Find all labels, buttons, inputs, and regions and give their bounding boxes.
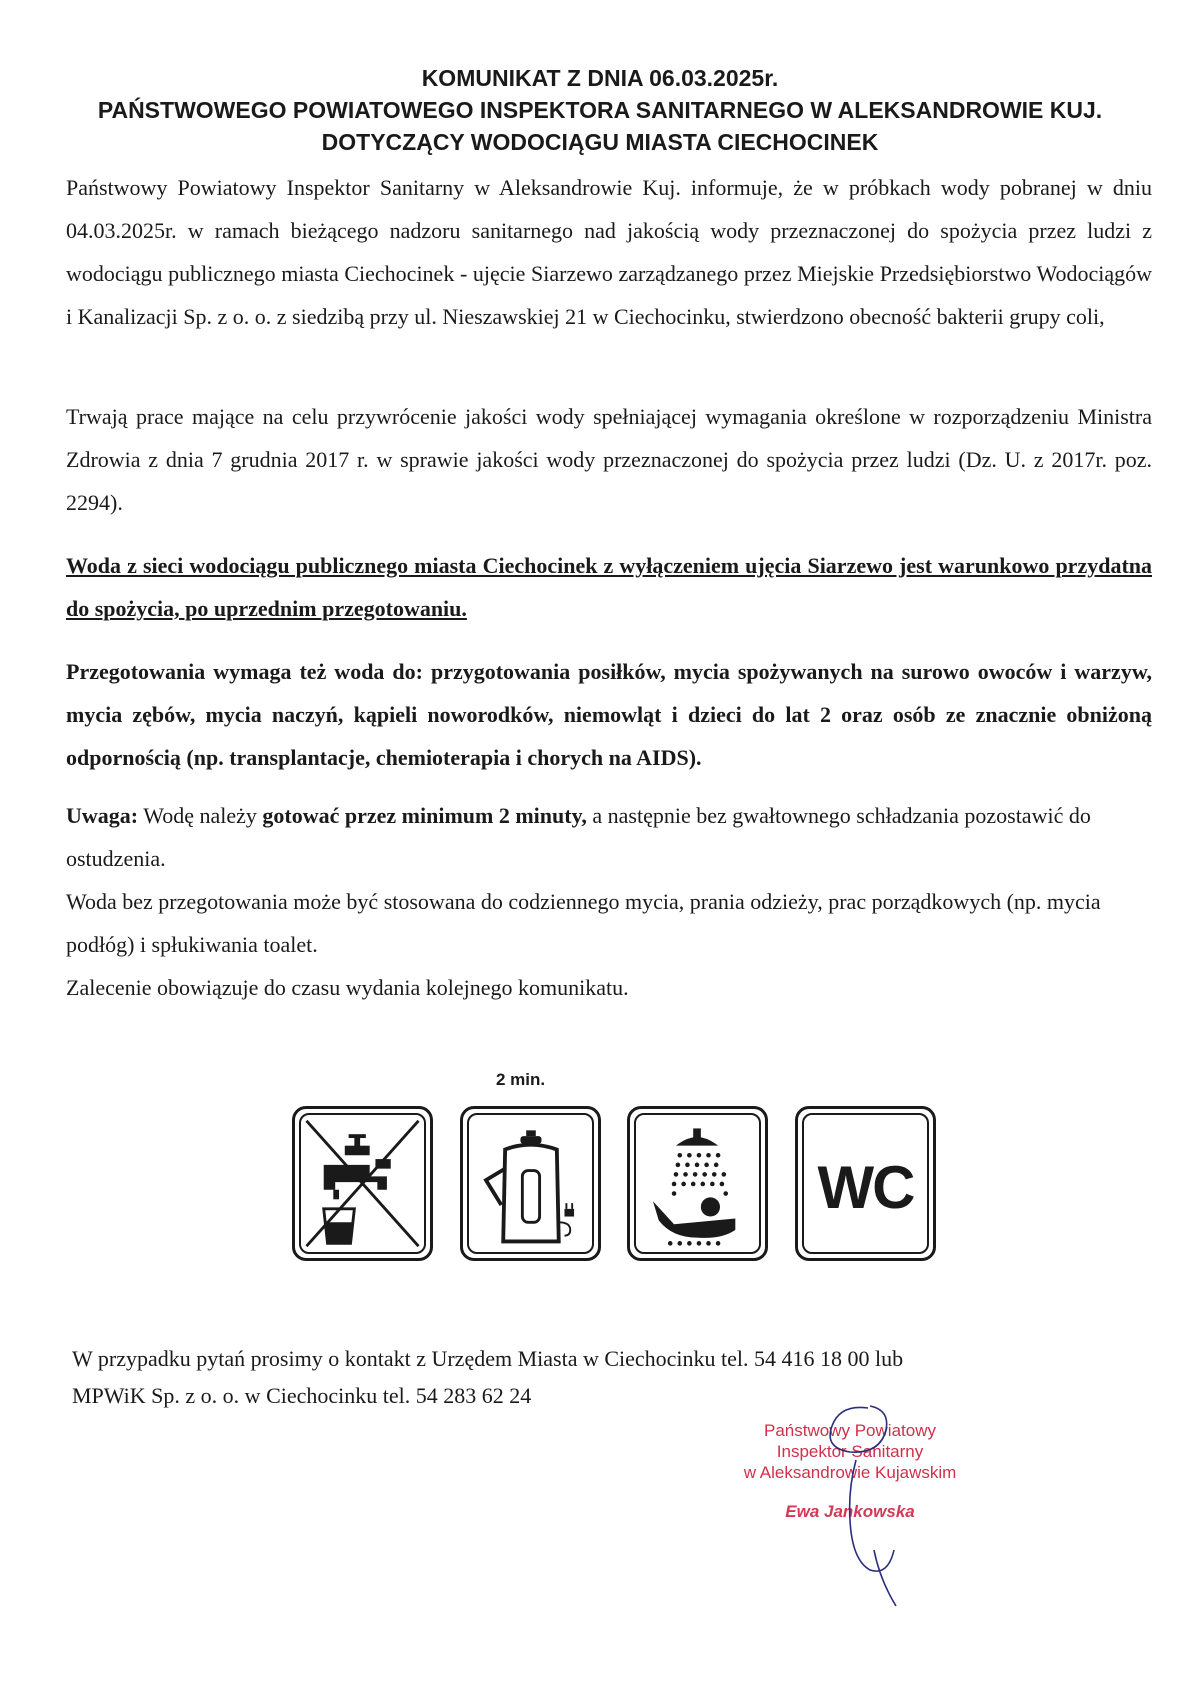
heading-line-1: KOMUNIKAT Z DNIA 06.03.2025r. [421, 65, 779, 91]
document-heading [0, 62, 1200, 158]
paragraph-boiling-uses: Przegotowania wymaga też woda do: przygotowania posiłków, mycia spożywanych na surowo owoców i warzyw, mycia zębów, mycia naczyń, kąpieli noworodków, niemowląt i dzieci do lat 2 oraz osób ze znacznie obniżoną odpornością (np. transplantacje, chemioterapia i chorych na AIDS). [66, 659, 1152, 770]
note-text-b: a następnie bez gwałtownego schładzania pozostawić do ostudzenia. [66, 803, 1091, 871]
paragraph-warning: Woda z sieci wodociągu publicznego miasta Ciechocinek z wyłączeniem ujęcia Siarzewo jest warunkowo przydatna do spożycia, po uprzednim przegotowaniu. [66, 553, 1152, 621]
stamp-line-3: w Aleksandrowie Kujawskim [743, 1463, 957, 1482]
note-boiling [66, 794, 1152, 880]
handwritten-signature [810, 1400, 930, 1610]
wc-icon [795, 1106, 936, 1261]
heading-line-3: DOTYCZĄCY WODOCIĄGU MIASTA CIECHOCINEK [321, 129, 879, 155]
two-minutes-label: 2 min. [496, 1070, 546, 1089]
stamp-line-1: Państwowy Powiatowy [764, 1421, 936, 1440]
contact-info [72, 1340, 903, 1414]
contact-line-2: MPWiK Sp. z o. o. w Ciechocinku tel. 54 283 62 24 [72, 1383, 532, 1408]
note-label: Uwaga: [66, 803, 139, 828]
note-bold: gotować przez minimum 2 minuty, [262, 803, 587, 828]
kettle-icon [460, 1106, 601, 1261]
paragraph-works: Trwają prace mające na celu przywrócenie jakości wody spełniającej wymagania określone w rozporządzeniu Ministra Zdrowia z dnia 7 grudnia 2017 r. w sprawie jakości wody przeznaczonej do spożycia przez ludzi (Dz. U. z 2017r. poz. 2294). [66, 404, 1152, 515]
paragraph-notes [66, 794, 1152, 1009]
bath-shower-icon [627, 1106, 768, 1261]
note-unboiled-uses: Woda bez przegotowania może być stosowana do codziennego mycia, prania odzieży, prac porządkowych (np. mycia podłóg) i spłukiwania toalet. [66, 889, 1101, 957]
no-tap-water-icon [292, 1106, 433, 1261]
wc-text: WC [817, 1154, 914, 1221]
stamp-line-2: Inspektor Sanitarny [776, 1442, 924, 1461]
stamp-name: Ewa Jankowska [785, 1502, 915, 1521]
contact-line-1: W przypadku pytań prosimy o kontakt z Urzędem Miasta w Ciechocinku tel. 54 416 18 00 lub [72, 1346, 904, 1371]
heading-line-2: PAŃSTWOWEGO POWIATOWEGO INSPEKTORA SANITARNEGO W ALEKSANDROWIE KUJ. [97, 97, 1103, 123]
note-validity: Zalecenie obowiązuje do czasu wydania kolejnego komunikatu. [66, 975, 629, 1000]
paragraph-findings: Państwowy Powiatowy Inspektor Sanitarny w Aleksandrowie Kuj. informuje, że w próbkach wody pobranej w dniu 04.03.2025r. w ramach bieżącego nadzoru sanitarnego nad jakością wody przeznaczonej do spożycia przez ludzi z wodociągu publicznego miasta Ciechocinek - ujęcie Siarzewo zarządzanego przez Miejskie Przedsiębiorstwo Wodociągów i Kanalizacji Sp. z o. o. z siedzibą przy ul. Nieszawskiej 21 w Ciechocinku, stwierdzono obecność bakterii grupy coli, [66, 175, 1152, 329]
note-text-a: Wodę należy [138, 803, 263, 828]
